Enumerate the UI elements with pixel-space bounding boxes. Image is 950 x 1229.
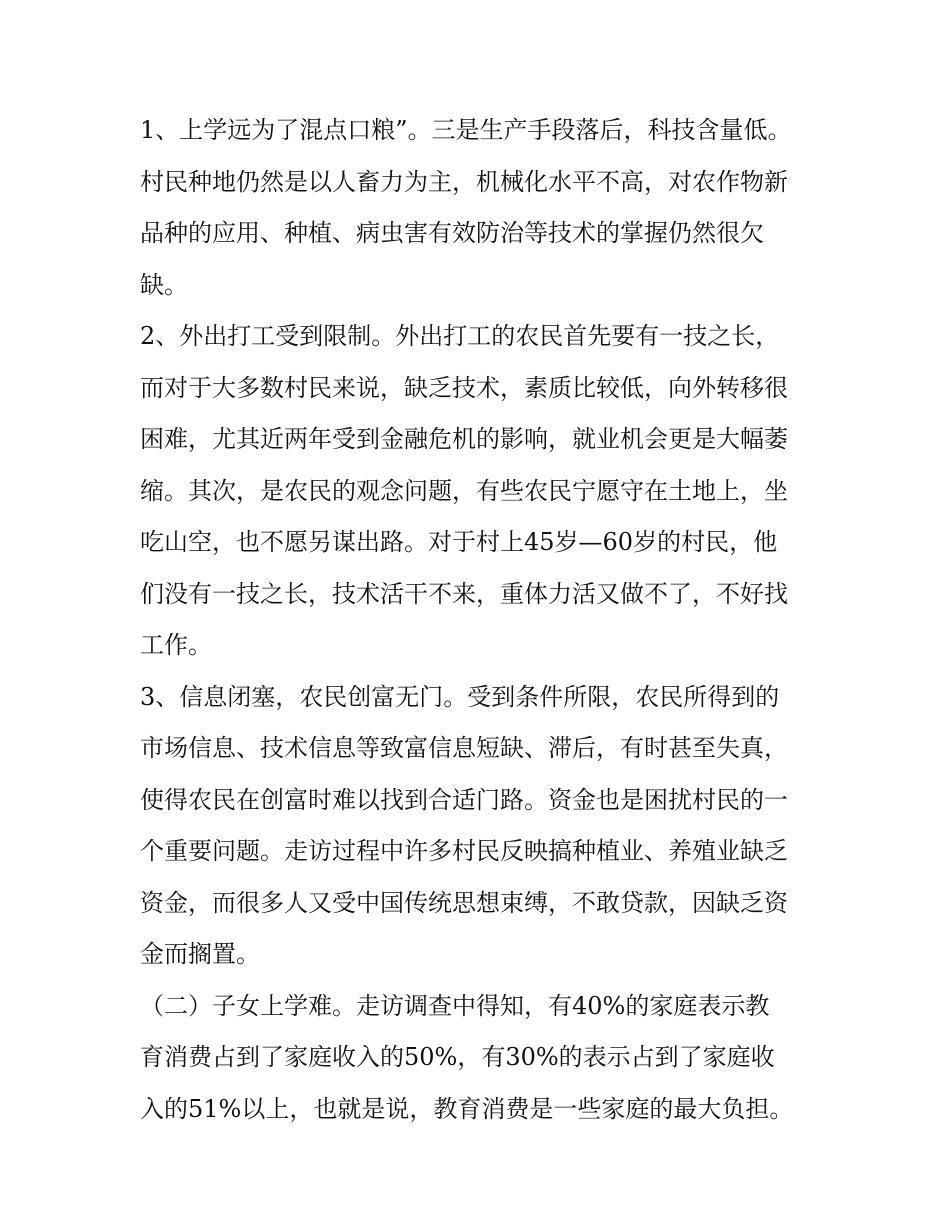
text-line: 们没有一技之长，技术活干不来，重体力活又做不了，不好找 xyxy=(140,579,788,608)
text-line: 而对于大多数村民来说，缺乏技术，素质比较低，向外转移很 xyxy=(140,373,788,402)
text-line: 缺。 xyxy=(140,270,188,299)
text-line: 市场信息、技术信息等致富信息短缺、滞后，有时甚至失真， xyxy=(140,734,788,762)
text-line: 1、上学远为了混点口粮”。三是生产手段落后，科技含量低。 xyxy=(140,116,792,144)
text-line: 育消费占到了家庭收入的50%，有30%的表示占到了家庭收 xyxy=(140,1043,775,1071)
text-line: 个重要问题。走访过程中许多村民反映搞种植业、养殖业缺乏 xyxy=(140,837,788,865)
text-line: 吃山空，也不愿另谋出路。对于村上45岁—60岁的村民，他 xyxy=(140,528,778,556)
text-line: 3、信息闭塞，农民创富无门。受到条件所限，农民所得到的 xyxy=(140,682,780,711)
text-line: （二）子女上学难。走访调查中得知，有40%的家庭表示教 xyxy=(140,991,770,1020)
document-body xyxy=(140,105,820,1135)
text-line: 村民种地仍然是以人畜力为主，机械化水平不高，对农作物新 xyxy=(140,167,788,196)
text-line: 2、外出打工受到限制。外出打工的农民首先要有一技之长， xyxy=(140,322,780,350)
text-line: 资金，而很多人又受中国传统思想束缚，不敢贷款，因缺乏资 xyxy=(140,888,788,917)
text-line: 品种的应用、种植、病虫害有效防治等技术的掌握仍然很欠 xyxy=(140,219,764,247)
text-line: 缩。其次，是农民的观念问题，有些农民宁愿守在土地上，坐 xyxy=(140,476,788,505)
text-line: 使得农民在创富时难以找到合适门路。资金也是困扰村民的一 xyxy=(140,785,788,814)
text-line: 工作。 xyxy=(140,631,212,659)
text-line: 入的51%以上，也就是说，教育消费是一些家庭的最大负担。 xyxy=(140,1094,794,1123)
text-line: 金而搁置。 xyxy=(140,940,260,968)
text-line: 困难，尤其近两年受到金融危机的影响，就业机会更是大幅萎 xyxy=(140,425,788,453)
